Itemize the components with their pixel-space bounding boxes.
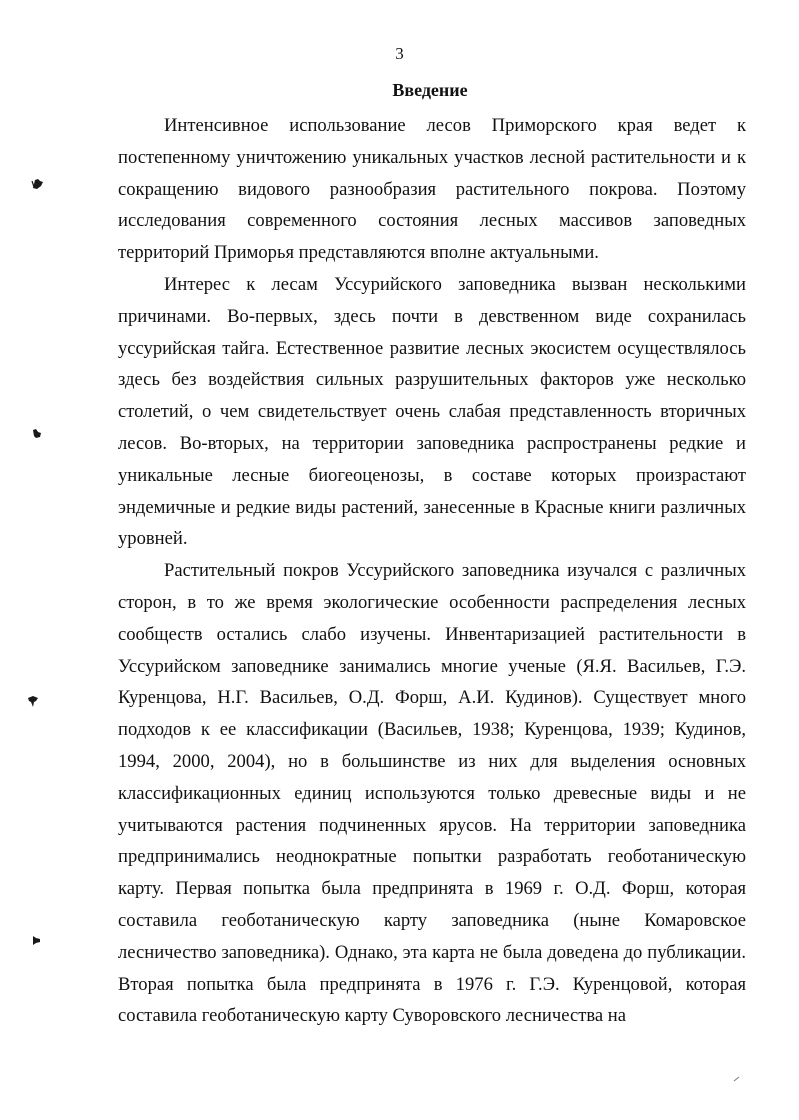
body-text: [118, 110, 746, 1032]
scan-dust-mark: [733, 1076, 741, 1082]
binding-hole-mark: [31, 178, 45, 190]
binding-hole-mark: [31, 935, 42, 946]
binding-hole-mark: [31, 428, 43, 440]
binding-hole-mark: [27, 695, 39, 708]
paragraph-3: Растительный покров Уссурийского заповедника изучался с различных сторон, в то же время экологические особенности распределения лесных сообществ остались слабо изучены. Инвентаризацией растительности в Уссурийском заповеднике занимались многие ученые (Я.Я. Васильев, Г.Э. Куренцова, Н.Г. Васильев, О.Д. Форш, А.И. Кудинов). Существует много подходов к ее классификации (Васильев, 1938; Куренцова, 1939; Кудинов, 1994, 2000, 2004), но в большинстве из них для выделения основных классификационных единиц используются только древесные виды и не учитываются растения подчиненных ярусов. На территории заповедника предпринимались неоднократные попытки разработать геоботаническую карту. Первая попытка была предпринята в 1969 г. О.Д. Форш, которая составила геоботаническую карту заповедника (ныне Комаровское лесничество заповедника). Однако, эта карта не была доведена до публикации. Вторая попытка была предпринята в 1976 г. Г.Э. Куренцовой, которая составила геоботаническую карту Суворовского лесничества на: [118, 560, 746, 1027]
paragraph-1: Интенсивное использование лесов Приморского края ведет к постепенному уничтожению уникальных участков лесной растительности и к сокращению видового разнообразия растительного покрова. Поэтому исследования современного состояния лесных массивов заповедных территорий Приморья представляются вполне актуальными.: [118, 115, 746, 264]
paragraph-2: Интерес к лесам Уссурийского заповедника вызван несколькими причинами. Во-первых, здесь почти в девственном виде сохранилась уссурийская тайга. Естественное развитие лесных экосистем осуществлялось здесь без воздействия сильных разрушительных факторов уже несколько столетий, о чем свидетельствует очень слабая представленность вторичных лесов. Во-вторых, на территории заповедника распространены редкие и уникальные лесные биогеоценозы, в составе которых произрастают эндемичные и редкие виды растений, занесенные в Красные книги различных уровней.: [118, 273, 746, 550]
page-number: 3: [395, 44, 404, 63]
page-title: Введение: [392, 80, 468, 100]
